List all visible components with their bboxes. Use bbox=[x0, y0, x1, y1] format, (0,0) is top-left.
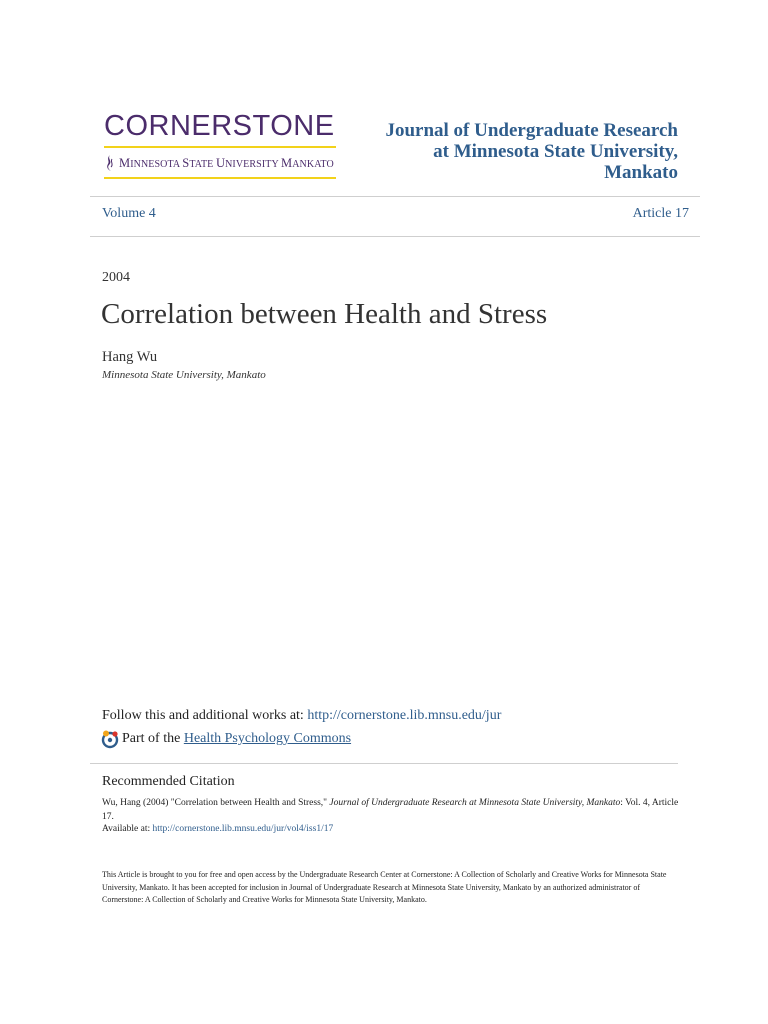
available-prefix: Available at: bbox=[102, 824, 153, 834]
repository-link[interactable]: http://cornerstone.lib.mnsu.edu/jur bbox=[307, 708, 502, 723]
paper-title: Correlation between Health and Stress bbox=[101, 298, 548, 330]
available-at-line bbox=[102, 824, 333, 834]
logo-subtitle: MINNESOTA STATE UNIVERSITY MANKATO bbox=[119, 155, 334, 170]
publication-year: 2004 bbox=[102, 270, 130, 285]
msu-flame-icon bbox=[104, 154, 116, 172]
author-name: Hang Wu bbox=[102, 349, 158, 365]
citation-text bbox=[102, 797, 682, 824]
article-link[interactable]: Article 17 bbox=[632, 206, 689, 221]
part-of-line bbox=[100, 729, 351, 749]
citation-suffix: : Vol. 4, Article 17. bbox=[102, 798, 679, 822]
volume-link[interactable]: Volume 4 bbox=[102, 206, 156, 221]
logo-rule-bottom bbox=[104, 177, 336, 179]
access-notice: This Article is brought to you for free and open access by the Undergraduate Research Center at Cornerstone: A Collection of Scholarly and Creative Works for Minnesota State University, Mankato. It has been accepted for inclusion in Journal of Undergraduate Research at Minnesota State University, Mankato by an authorized administrator of Cornerstone: A Collection of Scholarly and Creative Works for Minnesota State University, Mankato. bbox=[102, 870, 667, 904]
follow-prefix: Follow this and additional works at: bbox=[102, 708, 308, 723]
part-of-prefix: Part of the bbox=[122, 731, 184, 746]
citation-journal: Journal of Undergraduate Research at Minnesota State University, Mankato bbox=[329, 798, 621, 808]
journal-title-line-2: at Minnesota State University, bbox=[433, 141, 678, 162]
logo-rule-top bbox=[104, 146, 336, 148]
logo-subtitle-row bbox=[104, 154, 336, 172]
cornerstone-logo[interactable] bbox=[104, 110, 336, 179]
health-psychology-commons-link[interactable]: Health Psychology Commons bbox=[183, 731, 352, 746]
author-affiliation: Minnesota State University, Mankato bbox=[102, 369, 266, 381]
journal-title-line-3: Mankato bbox=[604, 162, 678, 183]
journal-title-line-1: Journal of Undergraduate Research bbox=[385, 120, 678, 141]
logo-wordmark: CORNERSTONE bbox=[104, 110, 335, 142]
article-url-link[interactable]: http://cornerstone.lib.mnsu.edu/jur/vol4/iss1/17 bbox=[152, 824, 334, 834]
part-of-text bbox=[122, 731, 351, 747]
divider-top bbox=[90, 196, 700, 197]
divider-bottom bbox=[90, 236, 700, 237]
journal-title[interactable] bbox=[340, 120, 678, 183]
follow-line bbox=[102, 708, 501, 724]
divider-citation bbox=[90, 763, 678, 764]
recommended-citation-heading: Recommended Citation bbox=[102, 774, 235, 789]
citation-prefix: Wu, Hang (2004) "Correlation between Health and Stress," bbox=[102, 798, 330, 808]
commons-network-icon bbox=[100, 729, 120, 749]
